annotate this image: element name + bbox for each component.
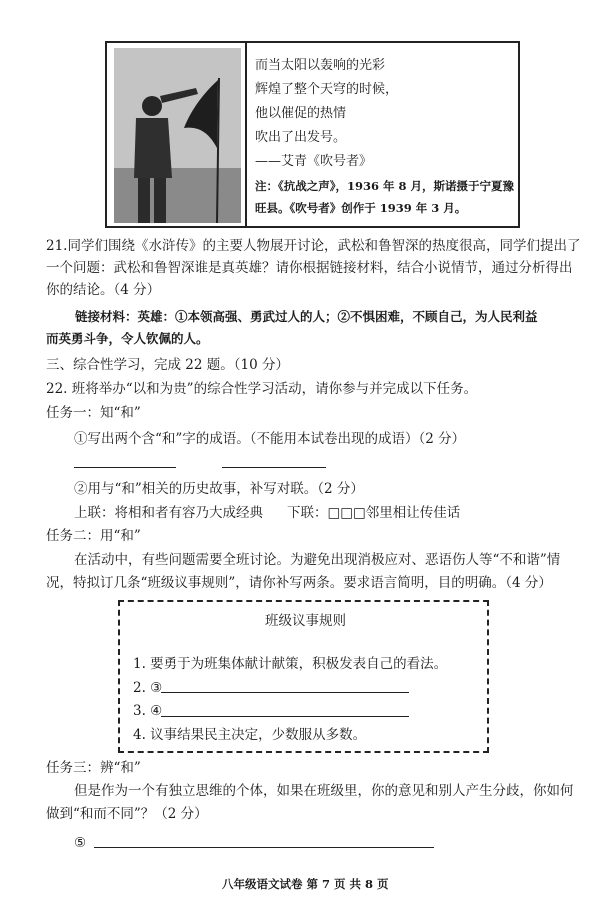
poem-attribution: ——艾青《吹号者》 [255,154,373,169]
idiom-answer-blank-2[interactable] [222,467,326,468]
task3-answer-blank[interactable] [94,847,434,848]
couplet-lower[interactable]: 下联：□□□邻里相让传佳话 [287,505,461,521]
task2-line-2: 况，特拟订几条“班级议事规则”，请你补写两条。要求语言简明，目的明确。（4 分） [46,575,552,591]
rule-4: 4. 议事结果民主决定，少数服从多数。 [133,727,367,743]
couplet-upper: 上联：将相和者有容乃大成经典 [74,505,263,521]
task2-line-1: 在活动中，有些问题需要全班讨论。为避免出现消极应对、恶语伤人等“不和谐”情 [74,552,561,568]
page-footer: 八年级语文试卷 第 7 页 共 8 页 [222,877,389,891]
idiom-answer-blank-1[interactable] [74,467,176,468]
class-rules-box [118,600,489,753]
poem-box [105,41,520,228]
bugler-photo [114,48,241,223]
q22-intro: 22. 班将举办“以和为贵”的综合性学习活动，请你参与并完成以下任务。 [46,381,478,397]
section-3-heading: 三、综合性学习，完成 22 题。（10 分） [46,357,289,373]
answer-marker-5: ⑤ [74,835,87,851]
task1-item-2: ②用与“和”相关的历史故事，补写对联。（2 分） [74,481,364,497]
rule-3-answer-blank[interactable] [161,716,409,717]
poem-line-1: 而当太阳以轰响的光彩 [255,58,386,73]
rules-box-title: 班级议事规则 [265,613,346,629]
q21-line-1: 21.同学们围绕《水浒传》的主要人物展开讨论，武松和鲁智深的热度很高，同学们提出了 [46,238,581,254]
q21-line-3: 你的结论。（4 分） [46,282,161,298]
task3-line-1: 但是作为一个有独立思维的个体，如果在班级里，你的意见和别人产生分歧，你如何 [74,783,574,799]
task1-title: 任务一：知“和” [46,405,141,421]
q21-line-2: 一个问题：武松和鲁智深谁是真英雄？请你根据链接材料，结合小说情节，通过分析得出 [46,260,573,276]
task1-item-1: ①写出两个含“和”字的成语。（不能用本试卷出现的成语）（2 分） [74,431,466,447]
rule-2-answer-blank[interactable] [161,692,409,693]
rule-2-label: 2. ③ [133,680,163,696]
poem-line-2: 辉煌了整个天穹的时候， [255,82,399,97]
poem-line-4: 吹出了出发号。 [255,130,347,145]
bugler-photo-icon [114,48,241,223]
photo-divider [245,43,247,226]
q21-link-line-2: 而英勇斗争，令人钦佩的人。 [46,331,209,346]
task3-title: 任务三：辨“和” [46,760,141,776]
q21-link-line-1: 链接材料：英雄：①本领高强、勇武过人的人；②不惧困难，不顾自己，为人民利益 [75,309,538,324]
poem-note: 注：《抗战之声》，1936 年 8 月，斯诺摄于宁夏豫旺县。《吹号者》创作于 1939 年 3 月。 [255,179,515,215]
rule-1: 1. 要勇于为班集体献计献策，积极发表自己的看法。 [133,656,448,672]
task3-line-2: 做到“和而不同”？（2 分） [46,806,208,822]
poem-line-3: 他以催促的热情 [255,106,347,121]
rule-3-label: 3. ④ [133,703,163,719]
task2-title: 任务二：用“和” [46,528,141,544]
